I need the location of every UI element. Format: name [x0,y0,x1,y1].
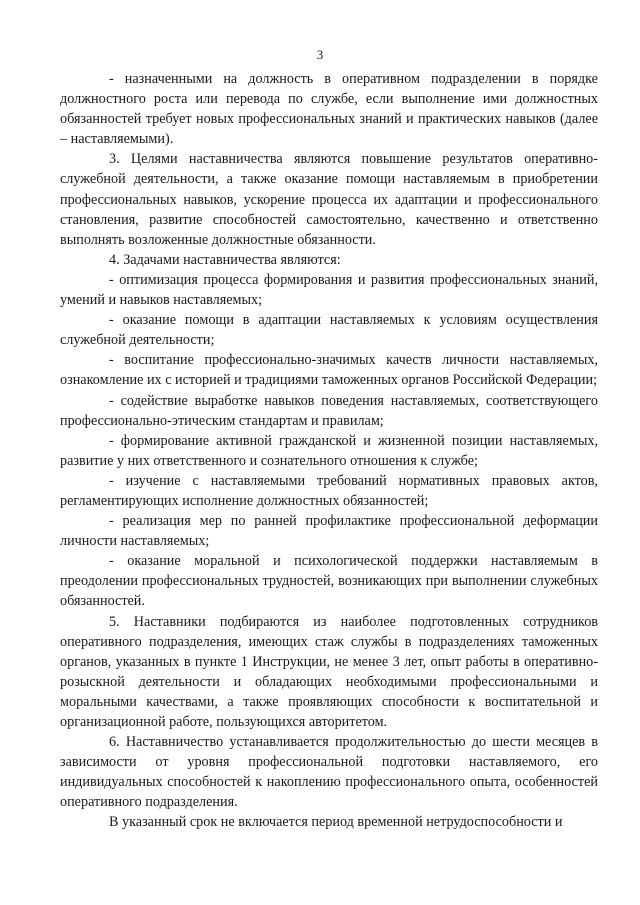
task-item-civic-position: - формирование активной гражданской и жизненной позиции наставляемых, развитие у них ответственного и сознательного отношения к службе; [60,432,598,469]
task-item-adaptation: - оказание помощи в адаптации наставляемых к условиям осуществления служебной деятельности; [60,312,598,349]
task-item-deformation-prevention: - реализация мер по ранней профилактике профессиональной деформации личности наставляемых; [60,513,598,550]
document-body [60,69,598,833]
task-item-behavior-skills: - содействие выработке навыков поведения наставляемых, соответствующего профессионально-этическим стандартам и правилам; [60,392,598,429]
paragraph-excluded-period: В указанный срок не включается период временной нетрудоспособности и [109,814,563,831]
task-item-upbringing: - воспитание профессионально-значимых качеств личности наставляемых, ознакомление их с историей и традициями таможенных органов Российской Федерации; [60,352,598,389]
paragraph-3-goals: 3. Целями наставничества являются повышение результатов оперативно-служебной деятельности, а также оказание помощи наставляемым в приобретении профессиональных навыков, ускорение процесса их адаптации и профессионального становления, развитие способностей самостоятельно, качественно и ответственно выполнять возложенные должностные обязанности. [60,151,598,248]
paragraph-5-mentor-selection: 5. Наставники подбираются из наиболее подготовленных сотрудников оперативного подразделения, имеющих стаж службы в подразделениях таможенных органов, указанных в пункте 1 Инструкции, не менее 3 лет, опыт работы в оперативно-розыскной деятельности и обладающих необходимыми профессиональными и моральными качествами, а также проявляющих способности к воспитательной и организационной работе, пользующихся авторитетом. [60,613,598,730]
task-item-moral-support: - оказание моральной и психологической поддержки наставляемым в преодолении профессиональных трудностей, возникающих при выполнении служебных обязанностей. [60,553,598,610]
paragraph-6-duration: 6. Наставничество устанавливается продолжительностью до шести месяцев в зависимости от уровня профессиональной подготовки наставляемого, его индивидуальных способностей к накоплению профессионального опыта, особенностей оперативного подразделения. [60,734,598,811]
paragraph-appointed-continuation: - назначенными на должность в оперативном подразделении в порядке должностного роста или перевода по службе, если выполнение ими должностных обязанностей требует новых профессиональных знаний и практических навыков (далее – наставляемыми). [60,71,598,148]
page-number: 3 [316,47,324,62]
task-item-regulations-study: - изучение с наставляемыми требований нормативных правовых актов, регламентирующих исполнение должностных обязанностей; [60,472,598,509]
task-item-optimization: - оптимизация процесса формирования и развития профессиональных знаний, умений и навыков наставляемых; [60,271,598,309]
paragraph-4-tasks-heading: 4. Задачами наставничества являются: [109,251,341,268]
